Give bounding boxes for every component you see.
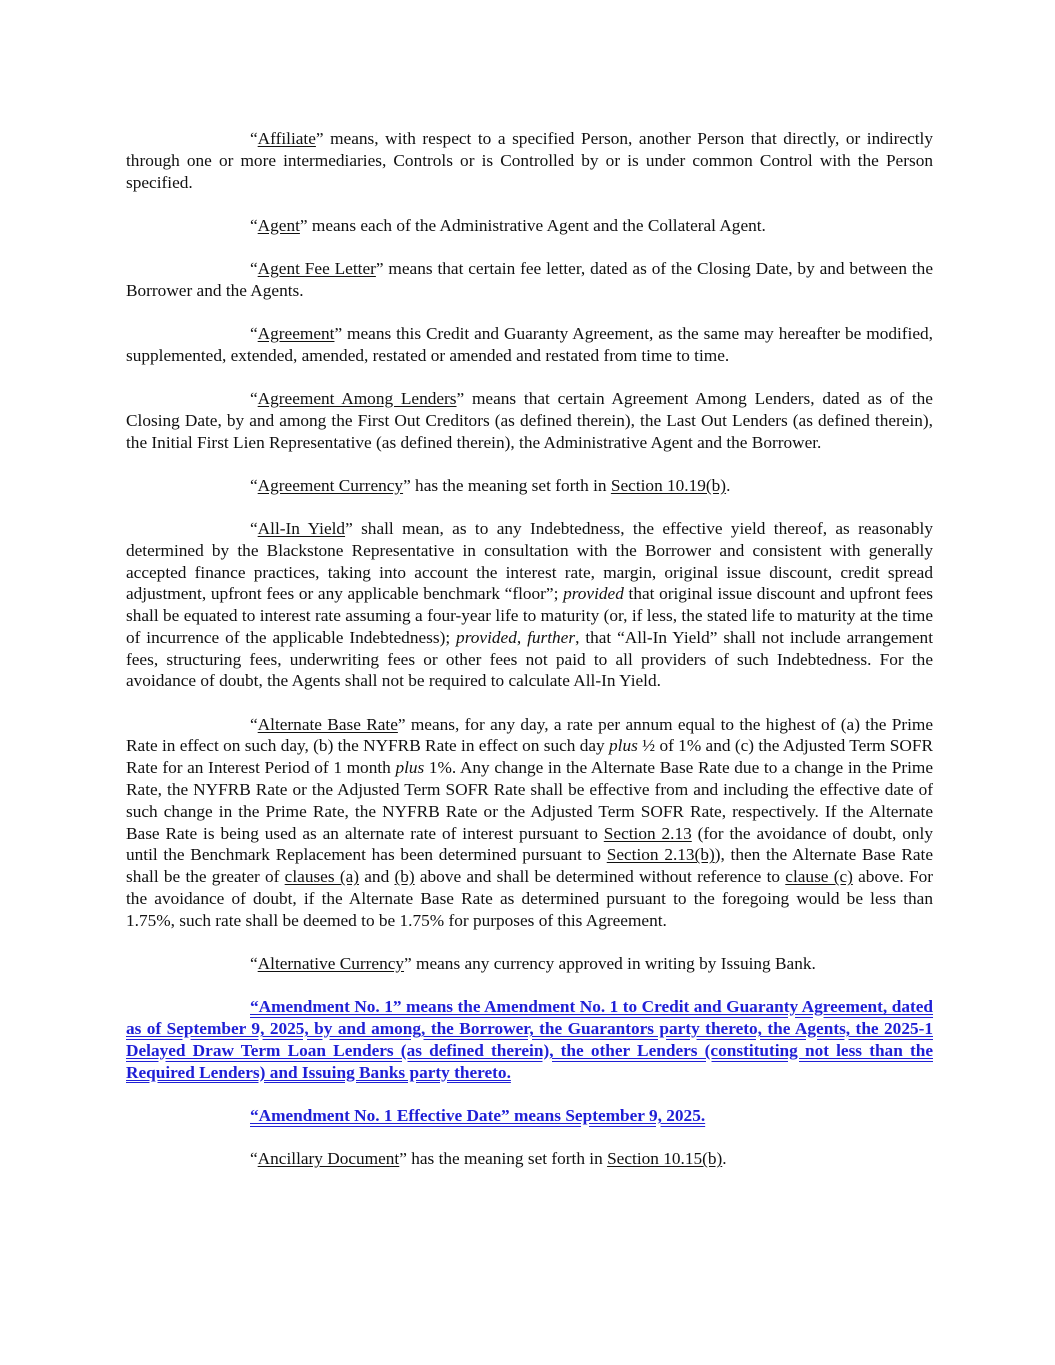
text-run: ” has the meaning set forth in	[403, 475, 611, 495]
definition-paragraph	[126, 996, 933, 1083]
defined-term: Ancillary Document	[257, 1148, 400, 1168]
italic-text: further	[527, 627, 576, 647]
definition-paragraph	[126, 323, 933, 367]
text-run: ” means that certain fee letter, dated as of the Closing Date, by and between the Borrower and the Agents.	[126, 258, 933, 300]
defined-term: Section 10.15(b)	[607, 1148, 723, 1168]
definition-paragraph	[126, 128, 933, 193]
text-run: and	[359, 867, 395, 887]
text-run: above. For the avoidance of doubt, if the Alternate Base Rate as determined pursuant to the foregoing would be less than 1.75%, such rate shall be deemed to be 1.75% for purposes of this Agreement.	[126, 867, 933, 930]
text-run: “	[250, 714, 258, 734]
definition-paragraph	[126, 518, 933, 692]
definition-paragraph	[126, 714, 933, 932]
definition-paragraph	[126, 953, 933, 975]
text-run: ” has the meaning set forth in	[399, 1148, 608, 1168]
inserted-text: “Amendment No. 1 Effective Date” means September 9, 2025.	[250, 1105, 706, 1125]
text-run: ” means, with respect to a specified Person, another Person that directly, or indirectly through one or more intermediaries, Controls or is Controlled by or is under common Control with the Person specified.	[126, 129, 933, 192]
text-run: that original issue discount and upfront fees shall be equated to interest rate assuming a four-year life to maturity (or, if less, the stated life to maturity at the time of incurrence of the applicable Indebtedness);	[126, 584, 933, 647]
defined-term: Agreement Currency	[257, 475, 404, 495]
text-run: ” means each of the Administrative Agent and the Collateral Agent.	[299, 215, 766, 235]
defined-term: All-In Yield	[257, 518, 346, 538]
text-run: , that “All-In Yield” shall not include arrangement fees, structuring fees, underwriting fees or other fees not paid to all providers of such Indebtedness. For the avoidance of doubt, the Agents shall not be required to calculate All-In Yield.	[126, 627, 933, 691]
text-run: ” means any currency approved in writing by Issuing Bank.	[404, 954, 816, 974]
text-run: “	[250, 215, 258, 235]
inserted-text: “Amendment No. 1” means the Amendment No. 1 to Credit and Guaranty Agreement, dated as of September 9, 2025, by and among, the Borrower, the Guarantors party thereto, the Agents, the 2025-1 Delayed Draw Term Loan Lenders (as defined therein), the other Lenders (constituting not less than the Required Lenders) and Issuing Banks party thereto.	[126, 997, 933, 1082]
italic-text: plus	[395, 758, 425, 778]
text-run: ,	[516, 627, 528, 647]
defined-term: Section 2.13	[603, 823, 692, 843]
text-run: ), then the Alternate Base Rate shall be the greater of	[126, 845, 933, 887]
defined-term: Agreement Among Lenders	[257, 388, 457, 408]
defined-term: clauses (a)	[284, 867, 360, 887]
italic-text: provided	[563, 584, 624, 604]
defined-term: (b)	[394, 867, 415, 887]
text-run: ½ of 1% and (c) the Adjusted Term SOFR Rate for an Interest Period of 1 month	[126, 736, 933, 778]
text-run: 1%. Any change in the Alternate Base Rate due to a change in the Prime Rate, the NYFRB Rate or the Adjusted Term SOFR Rate shall be effective from and including the effective date of such change in the Prime Rate, the NYFRB Rate or the Adjusted Term SOFR Rate, respectively. If the Alternate Base Rate is being used as an alternate rate of interest pursuant to	[126, 758, 933, 843]
text-run: “	[250, 258, 258, 278]
text-run: “	[250, 475, 258, 495]
defined-term: Alternative Currency	[257, 954, 405, 974]
definition-paragraph	[126, 1148, 933, 1170]
definition-paragraph	[126, 1105, 933, 1127]
definition-paragraph	[126, 215, 933, 237]
text-run: “	[250, 1148, 258, 1168]
definition-paragraph	[126, 475, 933, 497]
definition-paragraph	[126, 258, 933, 302]
italic-text: provided	[456, 627, 517, 647]
text-run: ” means, for any day, a rate per annum equal to the highest of (a) the Prime Rate in effect on such day, (b) the NYFRB Rate in effect on such day	[126, 714, 933, 756]
document-page	[126, 128, 933, 1170]
definition-paragraph	[126, 388, 933, 453]
text-run: .	[726, 475, 731, 495]
text-run: ” means this Credit and Guaranty Agreement, as the same may hereafter be modified, supplemented, extended, amended, restated or amended and restated from time to time.	[126, 323, 933, 365]
text-run: “	[250, 518, 258, 538]
defined-term: Agent	[257, 215, 300, 235]
italic-text: plus	[609, 736, 638, 756]
text-run: ” means that certain Agreement Among Lenders, dated as of the Closing Date, by and among the First Out Creditors (as defined therein), the Last Out Lenders (as defined therein), the Initial First Lien Representative (as defined therein), the Administrative Agent and the Borrower.	[126, 388, 933, 452]
defined-term: Section 2.13(b)	[606, 845, 715, 865]
defined-term: Section 10.19(b)	[610, 475, 727, 495]
defined-term: Agreement	[257, 323, 335, 343]
text-run: “	[250, 129, 258, 148]
defined-term: Alternate Base Rate	[257, 714, 398, 734]
text-run: .	[722, 1148, 727, 1168]
text-run: “	[250, 954, 258, 974]
defined-term: Affiliate	[257, 129, 316, 148]
text-run: “	[250, 323, 258, 343]
text-run: ” shall mean, as to any Indebtedness, the effective yield thereof, as reasonably determined by the Blackstone Representative in consultation with the Borrower and consistent with generally accepted finance practices, taking into account the interest rate, margin, original issue discount, credit spread adjustment, upfront fees or any applicable benchmark “floor”;	[126, 518, 933, 604]
defined-term: Agent Fee Letter	[257, 258, 376, 278]
text-run: (for the avoidance of doubt, only until the Benchmark Replacement has been determined pursuant to	[126, 823, 933, 865]
text-run: above and shall be determined without reference to	[414, 867, 786, 887]
text-run: “	[250, 388, 258, 408]
defined-term: clause (c)	[785, 867, 853, 887]
